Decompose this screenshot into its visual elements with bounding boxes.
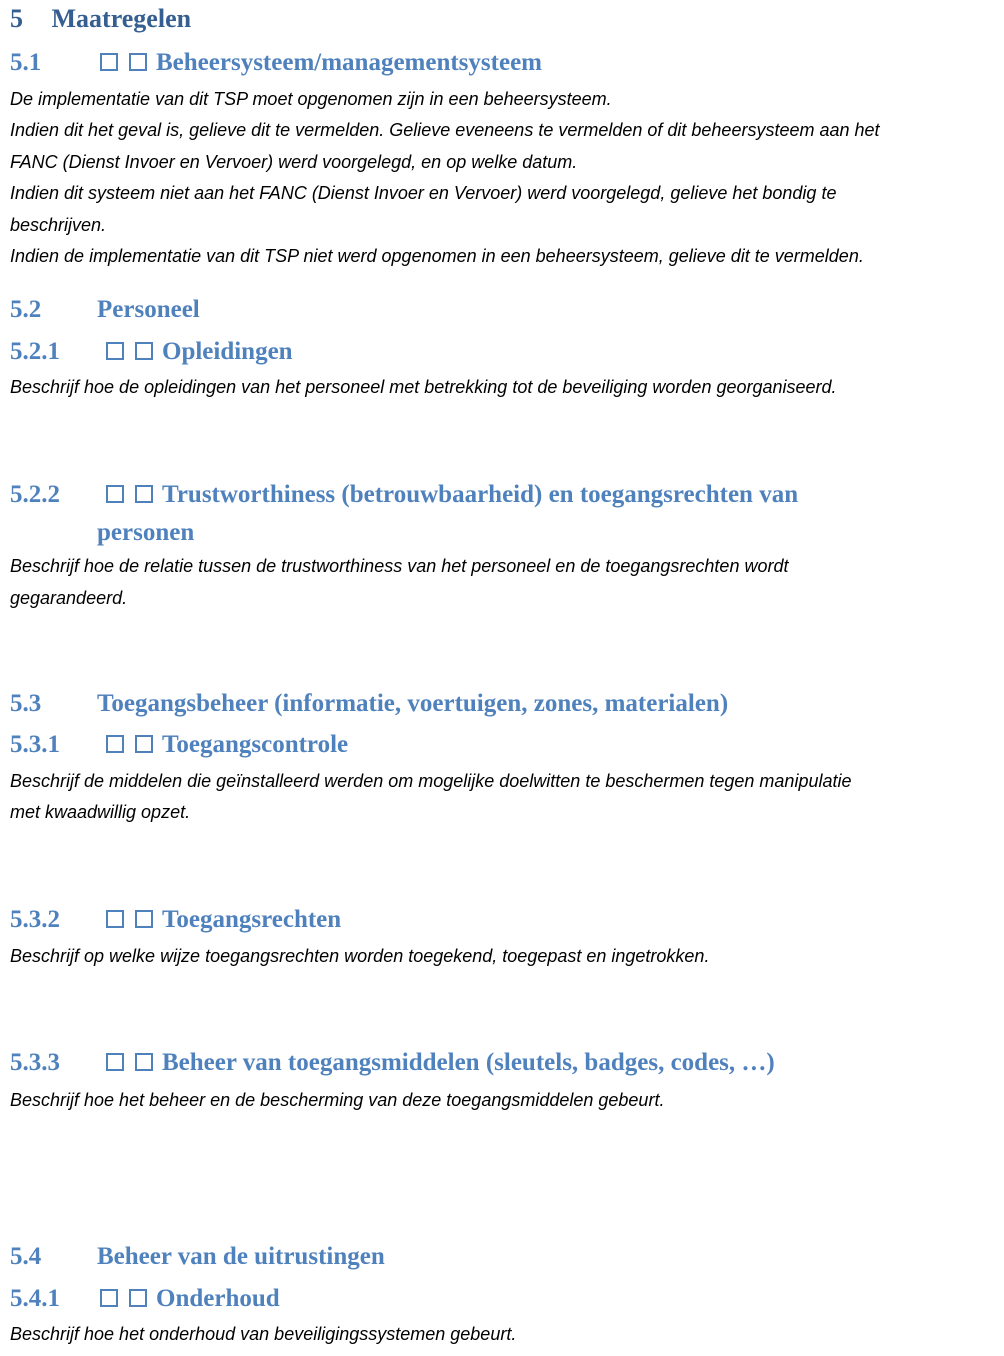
paragraph-line: Beschrijf hoe de opleidingen van het personeel met betrekking tot de beveiliging worden georganiseerd. bbox=[10, 377, 837, 397]
paragraph-line: Beschrijf op welke wijze toegangsrechten worden toegekend, toegepast en ingetrokken. bbox=[10, 946, 710, 966]
heading-5-3-3-title bbox=[106, 1048, 775, 1078]
heading-number: 5.3.2 bbox=[10, 906, 60, 933]
heading-title-line-2: personen bbox=[97, 519, 195, 546]
heading-title: Toegangscontrole bbox=[162, 731, 349, 758]
heading-title: Opleidingen bbox=[162, 338, 293, 365]
checkbox-1[interactable] bbox=[106, 342, 124, 360]
checkbox-1[interactable] bbox=[106, 485, 124, 503]
paragraph-line: Indien dit het geval is, gelieve dit te vermelden. Gelieve eveneens te vermelden of dit beheersysteem aan het bbox=[10, 120, 880, 140]
heading-5-4-1 bbox=[10, 1284, 60, 1314]
paragraph-line: FANC (Dienst Invoer en Vervoer) werd voorgelegd, en op welke datum. bbox=[10, 152, 578, 172]
checkbox-2[interactable] bbox=[135, 342, 153, 360]
checkbox-2[interactable] bbox=[135, 910, 153, 928]
checkbox-1[interactable] bbox=[106, 735, 124, 753]
paragraph-line: Beschrijf hoe het onderhoud van beveiligingssystemen gebeurt. bbox=[10, 1324, 517, 1344]
heading-number: 5.3.3 bbox=[10, 1049, 60, 1076]
heading-5-3-3 bbox=[10, 1048, 60, 1078]
paragraph-line: met kwaadwillig opzet. bbox=[10, 802, 191, 822]
heading-5-3-title: Toegangsbeheer (informatie, voertuigen, zones, materialen) bbox=[97, 690, 729, 717]
heading-5-2-1-title bbox=[106, 337, 293, 367]
heading-number: 5.2.2 bbox=[10, 481, 60, 508]
heading-5 bbox=[10, 4, 191, 34]
heading-number: 5.4 bbox=[10, 1243, 42, 1270]
checkbox-group bbox=[106, 905, 153, 935]
checkbox-1[interactable] bbox=[100, 1289, 118, 1307]
checkbox-1[interactable] bbox=[100, 53, 118, 71]
checkbox-group bbox=[106, 337, 153, 367]
checkbox-1[interactable] bbox=[106, 910, 124, 928]
heading-number: 5.3 bbox=[10, 690, 42, 717]
heading-5-3-2-title bbox=[106, 905, 341, 935]
checkbox-2[interactable] bbox=[129, 1289, 147, 1307]
heading-5-4 bbox=[10, 1242, 41, 1272]
heading-5-1-title bbox=[100, 48, 542, 78]
heading-number: 5.2.1 bbox=[10, 338, 60, 365]
heading-5-4-title: Beheer van de uitrustingen bbox=[97, 1243, 385, 1270]
checkbox-group bbox=[106, 480, 153, 510]
heading-number: 5.2 bbox=[10, 296, 42, 323]
heading-5-2-2 bbox=[10, 480, 60, 510]
checkbox-1[interactable] bbox=[106, 1053, 124, 1071]
heading-5-3-2 bbox=[10, 905, 60, 935]
heading-5-3-1-title bbox=[106, 730, 348, 760]
paragraph-line: Indien dit systeem niet aan het FANC (Dienst Invoer en Vervoer) werd voorgelegd, gelieve het bondig te bbox=[10, 183, 837, 203]
heading-5-2-title: Personeel bbox=[97, 296, 200, 323]
paragraph-line: Beschrijf hoe het beheer en de bescherming van deze toegangsmiddelen gebeurt. bbox=[10, 1090, 665, 1110]
heading-number: 5.1 bbox=[10, 49, 42, 76]
heading-5-1 bbox=[10, 48, 41, 78]
heading-5-2-1 bbox=[10, 337, 60, 367]
paragraph-line: Beschrijf de middelen die geïnstalleerd werden om mogelijke doelwitten te beschermen tegen manipulatie bbox=[10, 771, 852, 791]
paragraph-line: gegarandeerd. bbox=[10, 588, 128, 608]
heading-title: Maatregelen bbox=[51, 4, 192, 33]
checkbox-2[interactable] bbox=[135, 735, 153, 753]
paragraph-line: De implementatie van dit TSP moet opgenomen zijn in een beheersysteem. bbox=[10, 89, 612, 109]
paragraph-line: Indien de implementatie van dit TSP niet werd opgenomen in een beheersysteem, gelieve dit te vermelden. bbox=[10, 246, 864, 266]
heading-5-3 bbox=[10, 689, 41, 719]
heading-number: 5 bbox=[10, 4, 23, 33]
heading-title: Beheer van toegangsmiddelen (sleutels, badges, codes, …) bbox=[162, 1049, 775, 1076]
heading-number: 5.4.1 bbox=[10, 1285, 60, 1312]
heading-5-4-1-title bbox=[100, 1284, 280, 1314]
checkbox-group bbox=[100, 1284, 147, 1314]
checkbox-2[interactable] bbox=[135, 1053, 153, 1071]
heading-title: Beheersysteem/managementsysteem bbox=[156, 49, 542, 76]
heading-5-2-2-title bbox=[106, 480, 798, 510]
heading-number: 5.3.1 bbox=[10, 731, 60, 758]
checkbox-group bbox=[106, 730, 153, 760]
paragraph-line: beschrijven. bbox=[10, 215, 107, 235]
heading-5-2 bbox=[10, 295, 41, 325]
heading-title: Onderhoud bbox=[156, 1285, 280, 1312]
checkbox-group bbox=[106, 1048, 153, 1078]
checkbox-group bbox=[100, 48, 147, 78]
heading-5-3-1 bbox=[10, 730, 60, 760]
heading-title: Toegangsrechten bbox=[162, 906, 342, 933]
heading-title-line-1: Trustworthiness (betrouwbaarheid) en toegangsrechten van bbox=[162, 481, 799, 508]
checkbox-2[interactable] bbox=[129, 53, 147, 71]
paragraph-line: Beschrijf hoe de relatie tussen de trustworthiness van het personeel en de toegangsrechten wordt bbox=[10, 556, 789, 576]
checkbox-2[interactable] bbox=[135, 485, 153, 503]
